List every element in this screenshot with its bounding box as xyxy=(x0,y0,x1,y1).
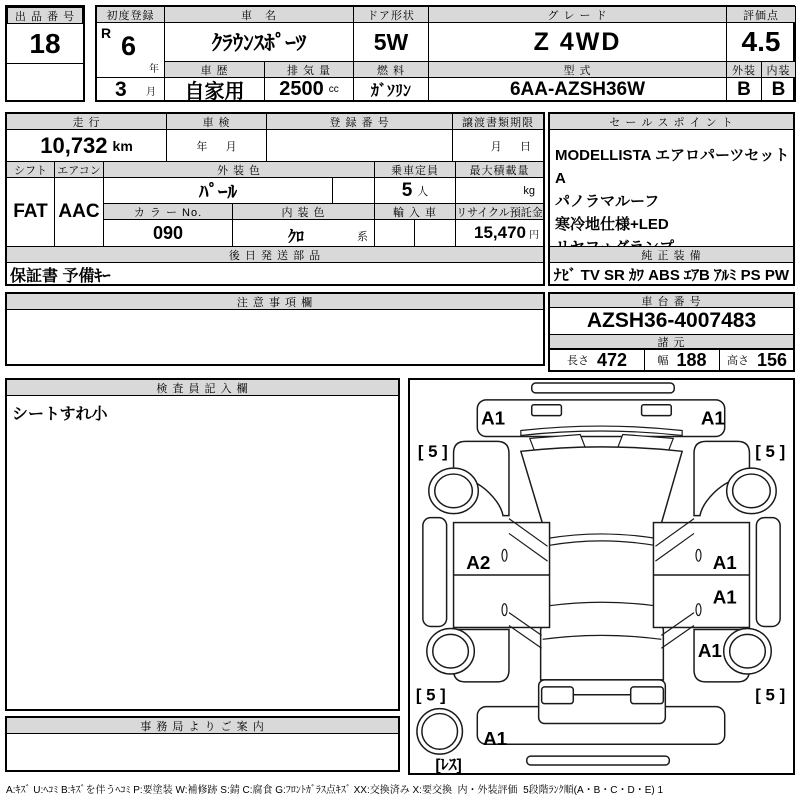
rear-trim-strip xyxy=(527,756,670,765)
capacity-header: 乗車定員 xyxy=(374,161,456,178)
car-diagram-box xyxy=(408,378,795,775)
marker-spare-tire: [ﾚｽ] xyxy=(435,756,462,773)
recycle-fee-unit: 円 xyxy=(529,229,539,241)
auction-number-value: 18 xyxy=(7,24,83,64)
month-unit: 月 xyxy=(146,87,156,98)
auction-number-box xyxy=(5,5,85,102)
fuel-value: ｶﾞｿﾘﾝ xyxy=(353,77,429,102)
width-label: 幅 xyxy=(657,355,669,367)
exterior-grade-header: 外装 xyxy=(726,61,762,78)
tail-lamp-left xyxy=(542,687,574,704)
sales-point-line: MODELLISTA エアロパーツセットA xyxy=(555,147,790,187)
office-header: 事 務 局 よ り ご 案 内 xyxy=(6,717,399,734)
car-history-value: 自家用 xyxy=(164,77,265,102)
interior-color-suffix: 系 xyxy=(357,231,368,243)
front-trim-strip xyxy=(532,383,675,393)
marker-fender-rear-right: A1 xyxy=(697,640,722,662)
notes-box xyxy=(5,292,545,366)
fuel-header: 燃 料 xyxy=(353,61,429,78)
length-label: 長さ xyxy=(566,355,589,367)
recycle-fee-value xyxy=(455,219,544,247)
front-wheel-left-inner xyxy=(435,474,473,508)
aircon-value: AAC xyxy=(54,177,104,247)
office-value xyxy=(7,735,398,769)
car-name-value: ｸﾗｳﾝｽﾎﾟｰﾂ xyxy=(164,22,354,62)
mileage-unit: km xyxy=(112,137,133,154)
marker-door-front-left: A2 xyxy=(466,552,491,574)
grade-value: Z 4WD xyxy=(428,22,727,62)
door-handle xyxy=(696,604,701,616)
marker-front-tire-right: [ 5 ] xyxy=(755,442,786,462)
import-car-cell-2 xyxy=(414,219,456,247)
height-value: 156 xyxy=(756,349,788,370)
chassis-box xyxy=(548,292,795,372)
inspector-note: シートすれ小 xyxy=(12,405,108,423)
year-unit: 年 xyxy=(149,64,159,75)
length-value: 472 xyxy=(596,349,628,370)
interior-color-header: 内 装 色 xyxy=(232,203,375,220)
marker-rear-bumper: A1 xyxy=(483,728,508,750)
chassis-number-header: 車 台 番 号 xyxy=(549,293,794,308)
car-history-header: 車 歴 xyxy=(164,61,265,78)
color-no-value: 090 xyxy=(103,219,233,247)
exterior-color-sub-cell xyxy=(332,177,375,204)
aircon-header: エアコン xyxy=(54,161,104,178)
max-load-value: kg xyxy=(455,177,544,204)
exterior-color-header: 外 装 色 xyxy=(103,161,375,178)
color-no-header: カ ラ ー No. xyxy=(103,203,233,220)
registration-number-header: 登 録 番 号 xyxy=(266,113,453,130)
oem-equipment-value: ﾅﾋﾞ TV SR ｶﾜ ABS ｴｱB ｱﾙﾐ PS PW xyxy=(553,266,790,284)
inspection-value: 年 月 xyxy=(166,129,267,162)
sales-point-line: 寒冷地仕様+LED xyxy=(555,216,669,233)
spare-tire-inner xyxy=(422,714,458,750)
mileage-value xyxy=(6,129,167,162)
transfer-deadline-value: 月 日 xyxy=(452,129,544,162)
front-wheel-right-inner xyxy=(733,474,771,508)
mileage-header: 走 行 xyxy=(6,113,167,130)
capacity-unit: 人 xyxy=(417,185,429,198)
inspector-header: 検 査 員 記 入 欄 xyxy=(6,379,399,396)
length-cell xyxy=(549,349,645,371)
notes-header: 注 意 事 項 欄 xyxy=(6,293,544,310)
sales-point-lines xyxy=(552,144,793,259)
later-parts-value: 保証書 予備ｷｰ xyxy=(10,267,111,285)
door-handle xyxy=(502,549,507,561)
front-grille-right xyxy=(642,405,672,416)
grade-header: グ レ ー ド xyxy=(428,6,727,23)
sales-point-header: セ ー ル ス ポ イ ン ト xyxy=(549,113,794,130)
rear-wheel-left-inner xyxy=(433,634,469,668)
rear-wheel-right-inner xyxy=(730,634,766,668)
first-registration-value xyxy=(96,22,165,78)
first-registration-header: 初度登録 xyxy=(96,6,165,23)
auction-number-header: 出 品 番 号 xyxy=(7,7,83,24)
marker-door-rear-right: A1 xyxy=(712,586,737,608)
displacement-unit: cc xyxy=(328,84,339,95)
door-handle xyxy=(696,549,701,561)
later-parts-header: 後 日 発 送 部 品 xyxy=(6,246,544,263)
displacement-number: 2500 xyxy=(279,78,324,100)
car-diagram xyxy=(410,380,793,773)
dimensions-header: 諸 元 xyxy=(549,334,794,349)
inspector-box xyxy=(5,378,400,711)
score-header: 評価点 xyxy=(726,6,796,23)
chassis-number-value: AZSH36-4007483 xyxy=(586,309,757,332)
sill-right xyxy=(756,518,780,627)
width-value: 188 xyxy=(676,349,707,370)
recycle-fee-header: リサイクル預託金 xyxy=(455,203,544,220)
vehicle-detail-table xyxy=(5,112,545,286)
front-grille-left xyxy=(532,405,562,416)
model-code-header: 型 式 xyxy=(428,61,727,78)
interior-color-value xyxy=(232,219,375,247)
interior-grade-header: 内装 xyxy=(761,61,796,78)
interior-color-name: ｸﾛ xyxy=(288,229,305,246)
marker-rear-tire-left: [ 5 ] xyxy=(415,685,446,705)
legend-footer: A:ｷｽﾞ U:ﾍｺﾐ B:ｷｽﾞを伴うﾍｺﾐ P:要塗装 W:補修跡 S:錆 C:腐食 G:ﾌﾛﾝﾄｶﾞﾗｽ点ｷｽﾞ XX:交換済み X:要交換 内・外装評価 5段階ﾗﾝｸ順(A・B・C・D・E) 1 xyxy=(6,785,664,796)
exterior-color-value: ﾊﾟｰﾙ xyxy=(103,177,333,204)
notes-value xyxy=(7,311,543,363)
score-value: 4.5 xyxy=(726,22,796,62)
door-handle xyxy=(502,604,507,616)
first-reg-year: 6 xyxy=(121,31,137,61)
max-load-header: 最大積載量 xyxy=(455,161,544,178)
shift-header: シフト xyxy=(6,161,55,178)
import-car-header: 輸 入 車 xyxy=(374,203,456,220)
interior-grade-value: B xyxy=(761,77,796,102)
sill-left xyxy=(423,518,447,627)
recycle-fee-number: 15,470 xyxy=(474,223,526,242)
model-code-value: 6AA-AZSH36W xyxy=(428,77,727,102)
marker-front-tire-left: [ 5 ] xyxy=(417,442,448,462)
car-name-header: 車 名 xyxy=(164,6,354,23)
capacity-value xyxy=(374,177,456,204)
first-reg-month: 3 xyxy=(115,78,127,101)
displacement-header: 排 気 量 xyxy=(264,61,354,78)
width-cell xyxy=(644,349,720,371)
capacity-number: 5 xyxy=(401,179,413,201)
oem-equipment-header: 純 正 装 備 xyxy=(549,246,794,263)
mileage-number: 10,732 xyxy=(40,132,108,158)
tail-lamp-right xyxy=(631,687,664,704)
height-cell xyxy=(719,349,795,371)
marker-front-bumper-right: A1 xyxy=(700,407,725,429)
height-label: 高さ xyxy=(726,355,749,367)
displacement-value xyxy=(264,77,354,102)
vehicle-header-table xyxy=(95,5,795,102)
marker-front-bumper-left: A1 xyxy=(481,407,506,429)
marker-rear-tire-right: [ 5 ] xyxy=(755,685,786,705)
inspection-header: 車 検 xyxy=(166,113,267,130)
sales-point-line: パノラマルーフ xyxy=(555,193,660,210)
marker-door-front-right: A1 xyxy=(712,552,737,574)
import-car-cell-1 xyxy=(374,219,415,247)
door-shape-header: ドア形状 xyxy=(353,6,429,23)
sales-point-box xyxy=(548,112,795,286)
registration-number-value xyxy=(266,129,453,162)
door-shape-value: 5W xyxy=(353,22,429,62)
shift-value: FAT xyxy=(6,177,55,247)
first-registration-month xyxy=(96,77,165,102)
office-box xyxy=(5,716,400,772)
era-code: R xyxy=(101,25,112,41)
transfer-deadline-header: 譲渡書類期限 xyxy=(452,113,544,130)
exterior-grade-value: B xyxy=(726,77,762,102)
